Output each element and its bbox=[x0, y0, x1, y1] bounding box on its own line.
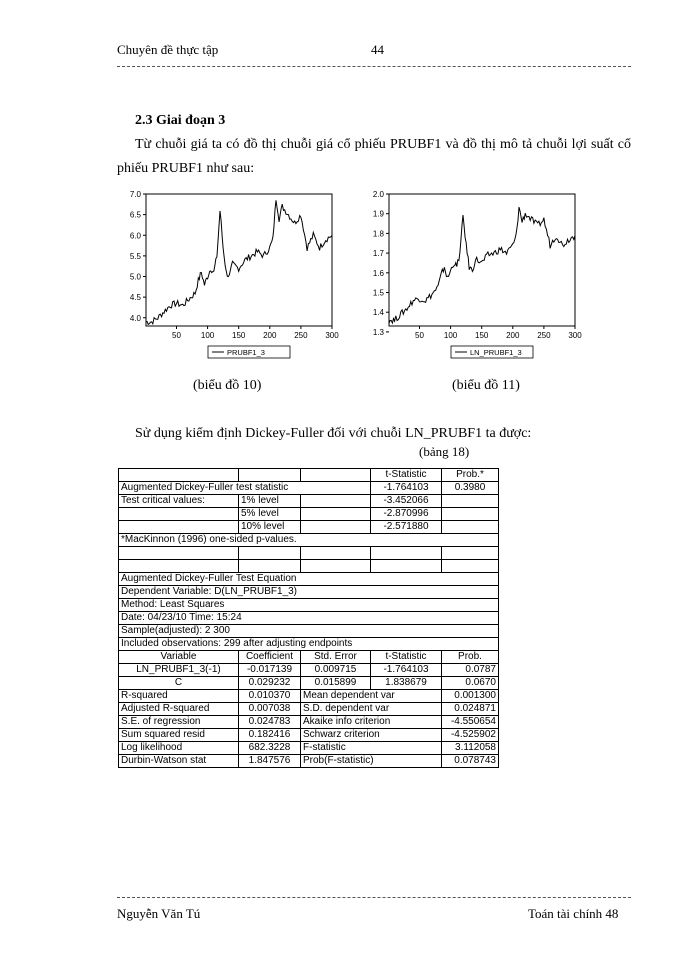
prob: 0.0670 bbox=[442, 677, 499, 690]
stat-value: 0.007038 bbox=[239, 703, 301, 716]
table-row bbox=[119, 625, 499, 638]
col-tstat: t-Statistic bbox=[371, 651, 442, 664]
prob: 0.0787 bbox=[442, 664, 499, 677]
y-tick-label: 1.9 bbox=[372, 209, 384, 219]
table-row bbox=[119, 729, 499, 742]
stat-label: S.E. of regression bbox=[119, 716, 239, 729]
x-tick-label: 300 bbox=[568, 331, 582, 340]
header-page-number: 44 bbox=[371, 42, 384, 57]
y-tick-label: 1.6 bbox=[372, 268, 384, 278]
stat-value-2: 3.112058 bbox=[442, 742, 499, 755]
table-row bbox=[119, 651, 499, 664]
y-tick-label: 1.5 bbox=[372, 288, 384, 298]
test-paragraph: Sử dụng kiểm định Dickey-Fuller đối với chuỗi LN_PRUBF1 ta được: bbox=[135, 426, 532, 441]
x-tick-label: 200 bbox=[263, 331, 277, 340]
y-tick-label: 5.5 bbox=[129, 251, 141, 261]
var-name: LN_PRUBF1_3(-1) bbox=[119, 664, 239, 677]
equation-title: Augmented Dickey-Fuller Test Equation bbox=[119, 573, 499, 586]
y-tick-label: 7.0 bbox=[129, 190, 141, 199]
table-row bbox=[119, 677, 499, 690]
y-tick-label: 6.5 bbox=[129, 210, 141, 220]
level-5: 5% level bbox=[239, 508, 301, 521]
stat-label-2: Mean dependent var bbox=[301, 690, 442, 703]
stat-label: Log likelihood bbox=[119, 742, 239, 755]
stat-value: 682.3228 bbox=[239, 742, 301, 755]
regression-table bbox=[118, 468, 499, 768]
stat-label: R-squared bbox=[119, 690, 239, 703]
adf-prob: 0.3980 bbox=[442, 482, 499, 495]
coef: -0.017139 bbox=[239, 664, 301, 677]
chart-ln-prubf1 bbox=[355, 186, 587, 364]
stat-label-2: S.D. dependent var bbox=[301, 703, 442, 716]
table-row bbox=[119, 690, 499, 703]
table-row bbox=[119, 560, 499, 573]
stat-label-2: Akaike info criterion bbox=[301, 716, 442, 729]
table-row bbox=[119, 508, 499, 521]
stat-label: Durbin-Watson stat bbox=[119, 755, 239, 768]
table-row bbox=[119, 716, 499, 729]
col-variable: Variable bbox=[119, 651, 239, 664]
legend-label: PRUBF1_3 bbox=[227, 348, 265, 357]
table-row bbox=[119, 599, 499, 612]
table-row bbox=[119, 495, 499, 508]
y-tick-label: 1.4 bbox=[372, 308, 384, 318]
col-coefficient: Coefficient bbox=[239, 651, 301, 664]
stat-value-2: 0.024871 bbox=[442, 703, 499, 716]
header-tstat: t-Statistic bbox=[371, 469, 442, 482]
y-tick-label: 1.3 bbox=[372, 327, 384, 337]
se: 0.009715 bbox=[301, 664, 371, 677]
footer-right: Toán tài chính 48 bbox=[528, 906, 619, 921]
footer-author: Nguyễn Văn Tú bbox=[117, 906, 201, 921]
x-tick-label: 50 bbox=[172, 331, 181, 340]
x-tick-label: 150 bbox=[475, 331, 489, 340]
date-time: Date: 04/23/10 Time: 15:24 bbox=[119, 612, 499, 625]
adf-label: Augmented Dickey-Fuller test statistic bbox=[119, 482, 371, 495]
adf-tstat: -1.764103 bbox=[371, 482, 442, 495]
footer-rule bbox=[117, 897, 631, 898]
table-row bbox=[119, 703, 499, 716]
table-row bbox=[119, 547, 499, 560]
chart2-caption: (biểu đồ 11) bbox=[452, 378, 520, 393]
table-row bbox=[119, 482, 499, 495]
stat-label: Adjusted R-squared bbox=[119, 703, 239, 716]
y-tick-label: 1.7 bbox=[372, 249, 384, 259]
level-1: 1% level bbox=[239, 495, 301, 508]
y-tick-label: 6.0 bbox=[129, 231, 141, 241]
intro-paragraph: Từ chuỗi giá ta có đồ thị chuỗi giá cổ phiếu PRUBF1 và đồ thị mô tả chuỗi lợi suất cổ phiếu PRUBF1 như sau: bbox=[117, 137, 631, 176]
stat-value-2: -4.525902 bbox=[442, 729, 499, 742]
x-tick-label: 250 bbox=[537, 331, 551, 340]
legend-label: LN_PRUBF1_3 bbox=[470, 348, 522, 357]
x-tick-label: 150 bbox=[232, 331, 246, 340]
table-row bbox=[119, 638, 499, 651]
x-tick-label: 50 bbox=[415, 331, 424, 340]
se: 0.015899 bbox=[301, 677, 371, 690]
stat-value-2: 0.001300 bbox=[442, 690, 499, 703]
mackinnon-note: *MacKinnon (1996) one-sided p-values. bbox=[119, 534, 499, 547]
tstat: 1.838679 bbox=[371, 677, 442, 690]
var-name: C bbox=[119, 677, 239, 690]
stat-label-2: Schwarz criterion bbox=[301, 729, 442, 742]
chart-prubf1 bbox=[112, 186, 344, 364]
y-tick-label: 4.5 bbox=[129, 293, 141, 303]
stat-value: 0.182416 bbox=[239, 729, 301, 742]
y-tick-label: 2.0 bbox=[372, 190, 384, 199]
coef: 0.029232 bbox=[239, 677, 301, 690]
x-tick-label: 250 bbox=[294, 331, 308, 340]
stat-label: Sum squared resid bbox=[119, 729, 239, 742]
section-title: 2.3 Giai đoạn 3 bbox=[135, 113, 226, 128]
col-std-error: Std. Error bbox=[301, 651, 371, 664]
y-tick-label: 1.8 bbox=[372, 229, 384, 239]
level-10: 10% level bbox=[239, 521, 301, 534]
stat-value: 1.847576 bbox=[239, 755, 301, 768]
sample: Sample(adjusted): 2 300 bbox=[119, 625, 499, 638]
plot-frame bbox=[146, 194, 332, 326]
plot-frame bbox=[389, 194, 575, 326]
y-tick-label: 5.0 bbox=[129, 272, 141, 282]
header-title: Chuyên đề thực tập bbox=[117, 42, 219, 57]
stat-label-2: Prob(F-statistic) bbox=[301, 755, 442, 768]
col-prob: Prob. bbox=[442, 651, 499, 664]
table-row bbox=[119, 534, 499, 547]
y-tick-label: 4.0 bbox=[129, 313, 141, 323]
header-rule bbox=[117, 66, 631, 67]
stat-value: 0.024783 bbox=[239, 716, 301, 729]
dependent-variable: Dependent Variable: D(LN_PRUBF1_3) bbox=[119, 586, 499, 599]
crit-5: -2.870996 bbox=[371, 508, 442, 521]
table-row bbox=[119, 742, 499, 755]
table-row bbox=[119, 664, 499, 677]
stat-value: 0.010370 bbox=[239, 690, 301, 703]
crit-label: Test critical values: bbox=[119, 495, 239, 508]
table-row bbox=[119, 469, 499, 482]
table-row bbox=[119, 586, 499, 599]
x-tick-label: 200 bbox=[506, 331, 520, 340]
table-row bbox=[119, 521, 499, 534]
crit-10: -2.571880 bbox=[371, 521, 442, 534]
stat-value-2: 0.078743 bbox=[442, 755, 499, 768]
table-row bbox=[119, 573, 499, 586]
header-prob: Prob.* bbox=[442, 469, 499, 482]
table-row bbox=[119, 755, 499, 768]
x-tick-label: 100 bbox=[443, 331, 458, 340]
chart1-caption: (biểu đồ 10) bbox=[193, 378, 262, 393]
table-label: (bảng 18) bbox=[419, 444, 470, 459]
method: Method: Least Squares bbox=[119, 599, 499, 612]
included-observations: Included observations: 299 after adjusting endpoints bbox=[119, 638, 499, 651]
tstat: -1.764103 bbox=[371, 664, 442, 677]
stat-label-2: F-statistic bbox=[301, 742, 442, 755]
x-tick-label: 300 bbox=[325, 331, 339, 340]
stat-value-2: -4.550654 bbox=[442, 716, 499, 729]
table-row bbox=[119, 612, 499, 625]
x-tick-label: 100 bbox=[200, 331, 215, 340]
crit-1: -3.452066 bbox=[371, 495, 442, 508]
